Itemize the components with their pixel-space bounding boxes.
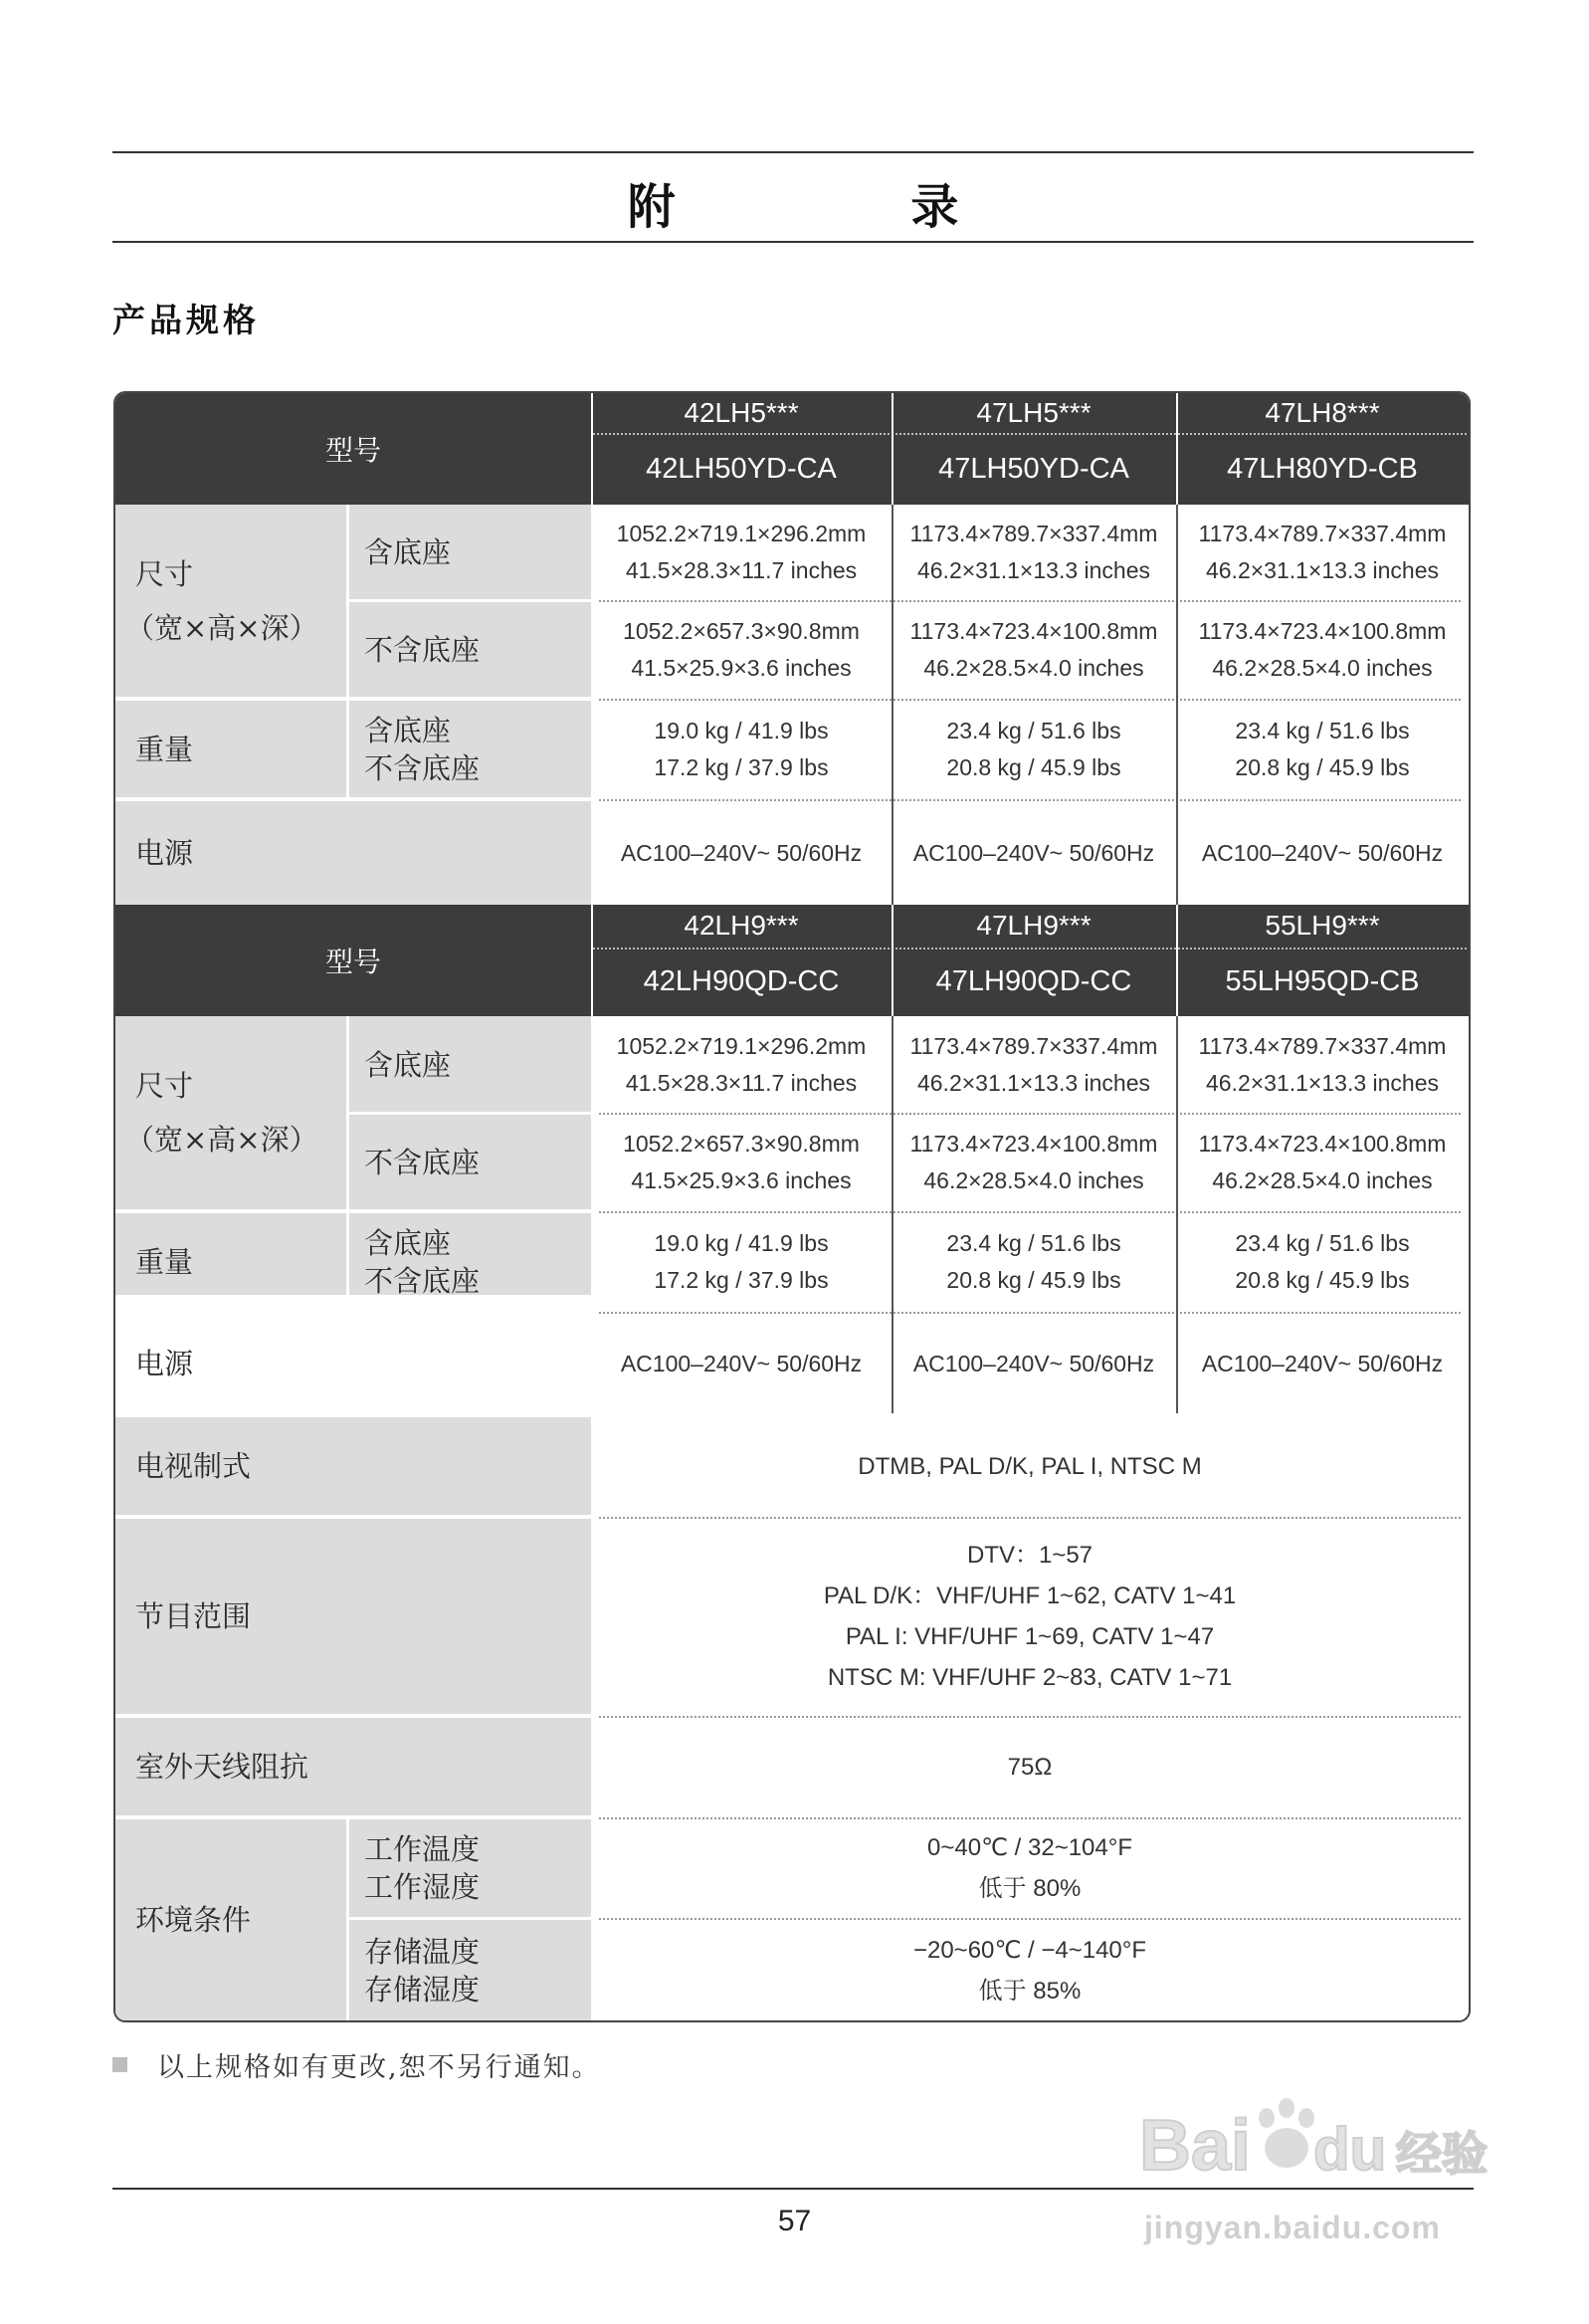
antenna-value: 75Ω — [1007, 1753, 1053, 1781]
weight-value: 23.4 kg / 51.6 lbs 20.8 kg / 45.9 lbs — [946, 717, 1121, 780]
power-label: 电源 — [135, 836, 194, 870]
size-with-stand-value: 1052.2×719.1×296.2mm 41.5×28.3×11.7 inches — [616, 1032, 867, 1096]
column-divider — [892, 905, 894, 1016]
size-without-stand-value: 1052.2×657.3×90.8mm 41.5×25.9×3.6 inches — [623, 618, 860, 681]
weight-value: 23.4 kg / 51.6 lbs 20.8 kg / 45.9 lbs — [946, 1229, 1121, 1293]
power-value: AC100–240V~ 50/60Hz — [912, 839, 1155, 866]
without-stand-label: 不含底座 — [364, 1145, 481, 1179]
model-name: 42LH50YD-CA — [591, 433, 892, 505]
bullet-square-icon — [112, 2057, 127, 2072]
series-name: 42LH5*** — [591, 393, 892, 433]
column-divider — [591, 905, 593, 1016]
svg-text:du: du — [1313, 2116, 1387, 2183]
size-label-text: 尺寸 — [135, 556, 194, 591]
column-divider — [1176, 393, 1178, 505]
size-sub-label: （宽×高×深） — [125, 610, 318, 645]
section-title: 产品规格 — [112, 301, 260, 339]
series-name: 47LH8*** — [1176, 393, 1469, 433]
page-title: 附 录 — [627, 178, 1069, 235]
with-stand-label: 含底座 — [364, 1047, 452, 1082]
power-value: AC100–240V~ 50/60Hz — [1201, 1350, 1444, 1376]
channel-range-line: DTV：1~57 — [966, 1542, 1093, 1569]
paw-icon — [1259, 2098, 1314, 2168]
spec-table — [113, 391, 1471, 2022]
size-with-stand-value: 1173.4×789.7×337.4mm 46.2×31.1×13.3 inches — [1198, 521, 1447, 583]
label-divider — [348, 599, 591, 602]
weight-sub-labels: 含底座 不含底座 — [364, 1225, 481, 1298]
work-conditions-label: 工作温度 工作湿度 — [364, 1832, 481, 1904]
series-name: 47LH5*** — [892, 393, 1176, 433]
series-name: 47LH9*** — [892, 905, 1176, 947]
channel-range-line: PAL D/K：VHF/UHF 1~62, CATV 1~41 — [823, 1583, 1237, 1609]
power-value: AC100–240V~ 50/60Hz — [620, 839, 863, 866]
column-divider — [1176, 505, 1178, 905]
model-name: 47LH90QD-CC — [892, 947, 1176, 1016]
footnote — [112, 2045, 601, 2084]
size-with-stand-value: 1173.4×789.7×337.4mm 46.2×31.1×13.3 inches — [909, 521, 1158, 583]
power-label: 电源 — [135, 1347, 194, 1380]
column-divider — [591, 393, 593, 505]
model-name: 47LH80YD-CB — [1176, 433, 1469, 505]
channel-range-value — [591, 1519, 1469, 1714]
title-rule — [112, 241, 1474, 243]
power-value: AC100–240V~ 50/60Hz — [1201, 839, 1444, 866]
model-header-label: 型号 — [115, 905, 591, 1016]
storage-conditions-value: −20~60℃ / −4~140°F 低于 85% — [912, 1936, 1147, 2005]
power-value: AC100–240V~ 50/60Hz — [620, 1350, 863, 1376]
size-without-stand-value: 1173.4×723.4×100.8mm 46.2×28.5×4.0 inches — [1198, 1131, 1447, 1193]
size-without-stand-value: 1173.4×723.4×100.8mm 46.2×28.5×4.0 inches — [1198, 618, 1447, 681]
without-stand-label: 不含底座 — [364, 632, 481, 667]
weight-value: 19.0 kg / 41.9 lbs 17.2 kg / 37.9 lbs — [654, 1229, 829, 1293]
baidu-watermark-logo — [1139, 2090, 1497, 2200]
model-name: 47LH50YD-CA — [892, 433, 1176, 505]
channel-range-line: PAL I: VHF/UHF 1~69, CATV 1~47 — [845, 1623, 1215, 1650]
with-stand-label: 含底座 — [364, 535, 452, 569]
row-divider — [599, 1312, 1461, 1314]
tv-system-label: 电视制式 — [135, 1449, 252, 1483]
weight-value: 19.0 kg / 41.9 lbs 17.2 kg / 37.9 lbs — [654, 717, 829, 780]
column-divider — [1176, 905, 1178, 1016]
size-with-stand-value: 1173.4×789.7×337.4mm 46.2×31.1×13.3 inches — [1198, 1032, 1447, 1096]
weight-label: 重量 — [135, 1244, 194, 1279]
weight-value: 23.4 kg / 51.6 lbs 20.8 kg / 45.9 lbs — [1235, 717, 1410, 780]
work-conditions-value: 0~40℃ / 32~104°F 低于 80% — [926, 1834, 1133, 1902]
size-without-stand-value: 1173.4×723.4×100.8mm 46.2×28.5×4.0 inches — [909, 618, 1158, 681]
top-rule — [112, 151, 1474, 153]
column-divider — [892, 1016, 894, 1413]
page-number: 57 — [777, 2205, 812, 2237]
size-with-stand-value: 1173.4×789.7×337.4mm 46.2×31.1×13.3 inches — [909, 1032, 1158, 1096]
size-label: 尺寸 （宽×高×深） — [125, 1069, 318, 1157]
channel-range-label: 节目范围 — [135, 1599, 252, 1633]
weight-value: 23.4 kg / 51.6 lbs 20.8 kg / 45.9 lbs — [1235, 1229, 1410, 1293]
series-name: 55LH9*** — [1176, 905, 1469, 947]
column-divider — [892, 505, 894, 905]
svg-text:经验: 经验 — [1396, 2127, 1488, 2181]
size-without-stand-value: 1052.2×657.3×90.8mm 41.5×25.9×3.6 inches — [623, 1131, 860, 1193]
label-divider — [346, 1213, 349, 1310]
antenna-label: 室外天线阻抗 — [135, 1750, 309, 1784]
header-divider — [593, 433, 1467, 435]
model-name: 42LH90QD-CC — [591, 947, 892, 1016]
tv-system-value: DTMB, PAL D/K, PAL I, NTSC M — [858, 1452, 1202, 1480]
column-divider — [1176, 1016, 1178, 1413]
model-header-label: 型号 — [115, 393, 591, 505]
row-divider — [599, 1113, 1461, 1115]
environment-label: 环境条件 — [135, 1903, 252, 1937]
channel-range-line: NTSC M: VHF/UHF 2~83, CATV 1~71 — [827, 1664, 1233, 1691]
model-name: 55LH95QD-CB — [1176, 947, 1469, 1016]
footnote-text: 以上规格如有更改,恕不另行通知。 — [157, 2052, 601, 2083]
size-without-stand-value: 1173.4×723.4×100.8mm 46.2×28.5×4.0 inches — [909, 1131, 1158, 1193]
row-divider — [599, 699, 1461, 701]
weight-label: 重量 — [135, 732, 194, 766]
column-divider — [892, 393, 894, 505]
label-divider — [348, 1112, 591, 1115]
row-divider — [599, 1211, 1461, 1213]
storage-conditions-label: 存储温度 存储湿度 — [364, 1934, 481, 2007]
label-divider — [346, 701, 349, 797]
svg-text:Bai: Bai — [1139, 2106, 1252, 2186]
weight-with-label: 含底座 — [364, 713, 452, 747]
size-label — [115, 505, 346, 697]
weight-without-label: 不含底座 — [364, 750, 481, 785]
series-name: 42LH9*** — [591, 905, 892, 947]
header-divider — [593, 948, 1467, 950]
weight-sub-labels — [348, 701, 591, 797]
watermark-url: jingyan.baidu.com — [1144, 2210, 1441, 2245]
power-value: AC100–240V~ 50/60Hz — [912, 1350, 1155, 1376]
size-with-stand-value: 1052.2×719.1×296.2mm 41.5×28.3×11.7 inches — [616, 521, 867, 583]
row-divider — [599, 799, 1461, 801]
row-divider — [599, 600, 1461, 602]
